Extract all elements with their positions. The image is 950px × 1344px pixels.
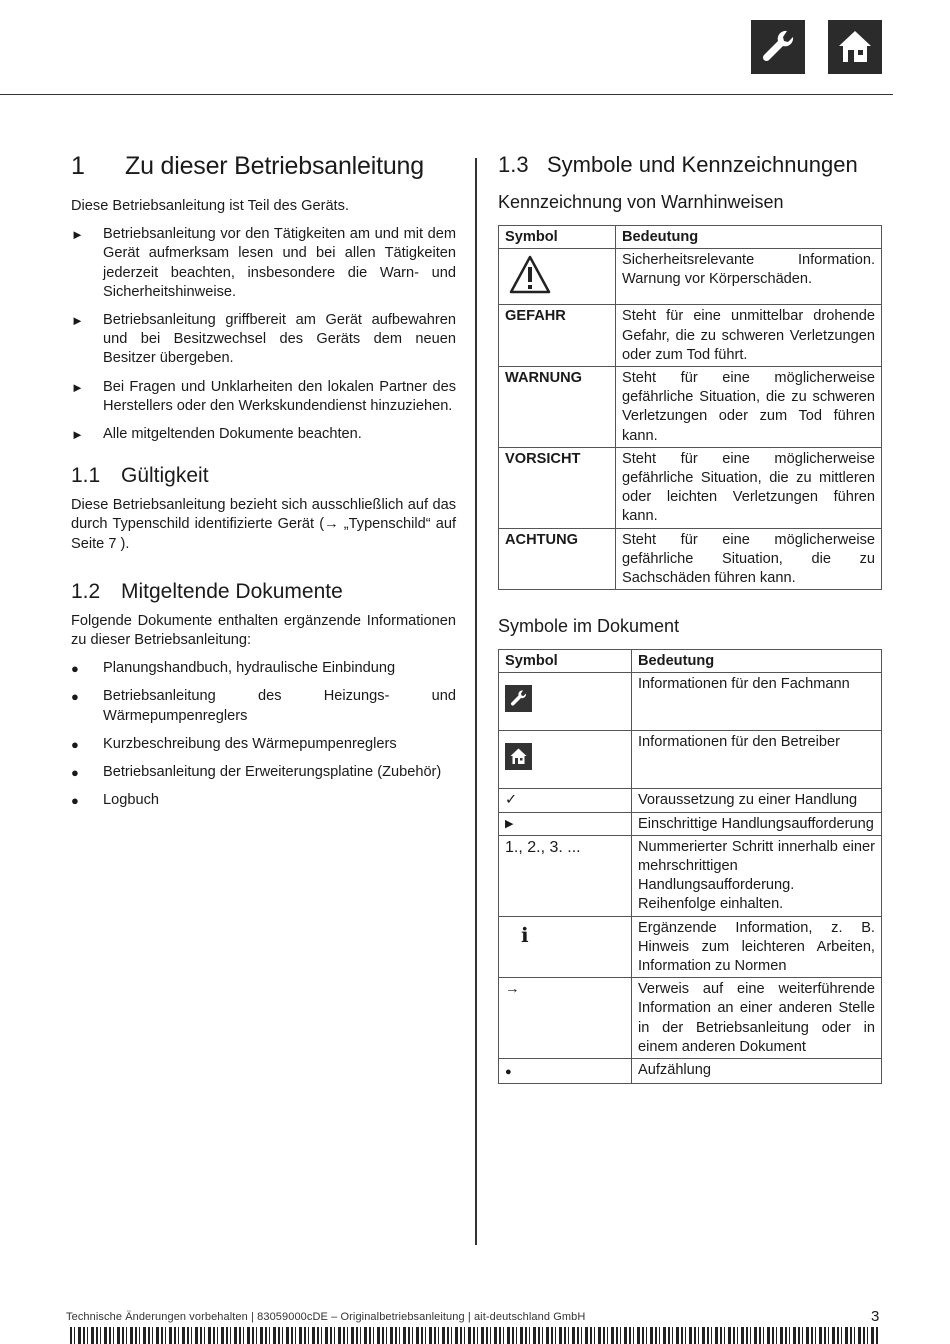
table-row: ✓ Voraussetzung zu einer Handlung (499, 789, 882, 812)
step-arrow-icon: ► (71, 379, 84, 395)
checkmark-icon: ✓ (499, 789, 632, 812)
document-symbols-heading: Symbole im Dokument (498, 616, 680, 637)
table-row: VORSICHT Steht für eine möglicherweise gefährliche Situation, die zu mittleren oder leichten Verletzungen führen kann. (499, 447, 882, 528)
section-1-2-heading: 1.2 Mitgeltende Dokumente (71, 579, 343, 603)
right-column (498, 152, 882, 1084)
warnings-table-heading: Kennzeichnung von Warnhinweisen (498, 192, 784, 212)
table-header-row: Symbol Bedeutung (499, 226, 882, 249)
bullet-icon: ● (71, 689, 79, 705)
list-item: ● Planungshandbuch, hydraulische Einbindung (71, 659, 456, 678)
warnings-table (498, 225, 882, 590)
header-rule (0, 94, 893, 95)
section-1-intro: Diese Betriebsanleitung ist Teil des Geräts. (71, 198, 349, 214)
table-header-row: Symbol Bedeutung (499, 650, 882, 673)
table-row: WARNUNG Steht für eine möglicherweise gefährliche Situation, die zu schweren Verletzungen oder zum Tod führen kann. (499, 367, 882, 448)
arrow-right-icon: → (499, 978, 632, 1059)
left-column (71, 152, 456, 820)
table-row: ACHTUNG Steht für eine möglicherweise gefährliche Situation, die zu Sachschäden führen kann. (499, 528, 882, 590)
documents-list (71, 659, 456, 810)
section-1-3-heading: 1.3 Symbole und Kennzeichnungen (498, 152, 858, 177)
cross-reference-link[interactable]: (→ „Typenschild“ auf Seite 7 ). (71, 516, 457, 552)
column-divider (475, 158, 477, 1245)
section-1-2-intro: Folgende Dokumente enthalten ergänzende Informationen zu dieser Betriebsanleitung: (71, 612, 456, 649)
house-icon (505, 743, 532, 770)
info-icon: ℹ (499, 916, 632, 978)
list-item: ● Logbuch (71, 791, 456, 810)
step-arrow-icon: ► (71, 427, 84, 443)
barcode (70, 1327, 880, 1344)
bullet-icon: ● (499, 1059, 632, 1084)
table-row: Sicherheitsrelevante Information. Warnung vor Körperschäden. (499, 249, 882, 305)
table-row: Informationen für den Betreiber (499, 731, 882, 789)
table-row: GEFAHR Steht für eine unmittelbar drohende Gefahr, die zu schweren Verletzungen oder zum Tod führt. (499, 305, 882, 367)
list-item: ● Kurzbeschreibung des Wärmepumpenreglers (71, 735, 456, 754)
list-item: ● Betriebsanleitung der Erweiterungsplatine (Zubehör) (71, 763, 456, 782)
list-item: ● Betriebsanleitung des Heizungs- und Wärmepumpenreglers (71, 688, 456, 724)
list-item: ► Betriebsanleitung vor den Tätigkeiten am und mit dem Gerät aufmerksam lesen und bei allen Tätigkeiten jederzeit beachten, insbesondere die Warn- und Sicherheitshinweise. (71, 226, 456, 300)
bullet-icon: ● (71, 793, 79, 809)
section-1-steps (71, 225, 456, 444)
document-symbols-table (498, 649, 882, 1084)
warning-triangle-icon (505, 285, 552, 301)
step-arrow-icon: ► (71, 313, 84, 329)
wrench-icon (505, 685, 532, 712)
section-1-1-text: Diese Betriebsanleitung bezieht sich ausschließlich auf das durch Typenschild identifizierte Gerät (→ „Typenschild“ auf Seite 7 ). (71, 497, 457, 552)
page-number: 3 (871, 1308, 880, 1325)
bullet-icon: ● (71, 661, 79, 677)
bullet-icon: ● (71, 736, 79, 752)
step-arrow-icon: ► (71, 227, 84, 243)
step-arrow-icon: ▶ (499, 812, 632, 835)
footer-text: Technische Änderungen vorbehalten | 83059000cDE – Originalbetriebsanleitung | ait-deutschland GmbH (66, 1311, 586, 1323)
section-1-1-heading: 1.1 Gültigkeit (71, 464, 209, 488)
list-item: ► Alle mitgeltenden Dokumente beachten. (71, 425, 456, 444)
table-row: Informationen für den Fachmann (499, 673, 882, 731)
list-item: ► Betriebsanleitung griffbereit am Gerät aufbewahren und bei Besitzwechsel des Geräts dem neuen Besitzer übergeben. (71, 312, 456, 367)
table-row: 1., 2., 3. ... Nummerierter Schritt innerhalb einer mehrschrittigen Handlungsaufforderung. Reihenfolge einhalten. (499, 835, 882, 916)
section-1-heading: 1 Zu dieser Betriebsanleitung (71, 152, 424, 180)
list-item: ► Bei Fragen und Unklarheiten den lokalen Partner des Herstellers oder den Werkskundendienst hinzuziehen. (71, 378, 456, 414)
table-row: ▶ Einschrittige Handlungsaufforderung (499, 812, 882, 835)
table-row: ℹ Ergänzende Information, z. B. Hinweis zum leichteren Arbeiten, Information zu Normen (499, 916, 882, 978)
wrench-icon (751, 20, 805, 74)
table-row: ● Aufzählung (499, 1059, 882, 1084)
house-icon (828, 20, 882, 74)
table-row: → Verweis auf eine weiterführende Information an einer anderen Stelle in der Betriebsanleitung oder in einem anderen Dokument (499, 978, 882, 1059)
bullet-icon: ● (71, 765, 79, 781)
